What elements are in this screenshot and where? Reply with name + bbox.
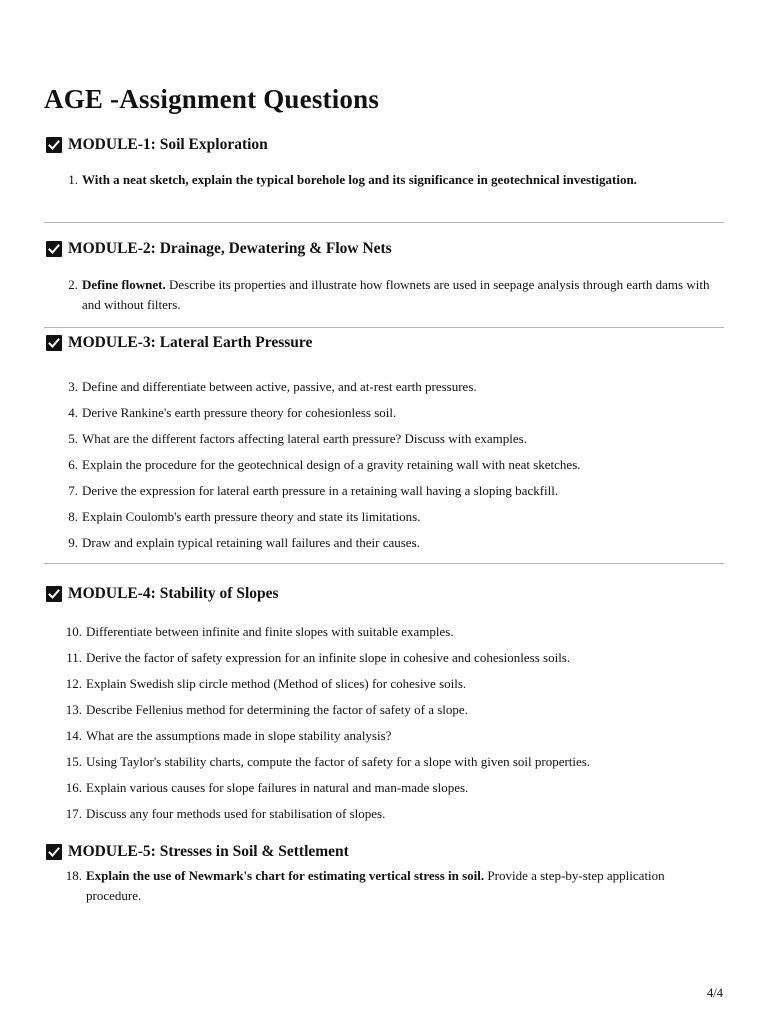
question-item [62,170,712,190]
question-text: What are the assumptions made in slope stability analysis? [86,728,392,743]
module-1-questions [62,170,712,190]
module-3-questions [62,374,712,556]
question-plain-text: Provide a step-by-step application procedure. [86,868,665,903]
question-number: 7. [68,483,78,498]
module-4-title: MODULE-4: Stability of Slopes [68,585,279,602]
question-text: Describe Fellenius method for determining the factor of safety of a slope. [86,702,468,717]
question-item [62,671,712,697]
question-item [62,723,712,749]
question-number: 17. [65,806,82,821]
question-item [62,452,712,478]
question-number: 14. [65,728,82,743]
checkbox-checked-icon [46,586,62,602]
question-number: 15. [65,754,82,769]
question-item [62,697,712,723]
question-number: 13. [65,702,82,717]
question-text: Explain the procedure for the geotechnical design of a gravity retaining wall with neat sketches. [82,457,581,472]
section-divider [44,222,724,223]
question-item [62,645,712,671]
question-text: Derive Rankine's earth pressure theory for cohesionless soil. [82,405,397,420]
question-number: 3. [68,379,78,394]
question-bold-text: Explain the use of Newmark's chart for estimating vertical stress in soil. [86,868,485,883]
question-item [62,530,712,556]
question-number: 1. [68,172,78,187]
question-bold-text: Define flownet. [82,277,166,292]
question-text: Explain Coulomb's earth pressure theory and state its limitations. [82,509,421,524]
section-divider [44,563,724,564]
question-item [62,504,712,530]
question-text: What are the different factors affecting lateral earth pressure? Discuss with examples. [82,431,527,446]
checkbox-checked-icon [46,137,62,153]
module-2-heading [46,240,392,258]
module-1-heading [46,136,268,154]
question-number: 18. [65,868,82,883]
module-3-title: MODULE-3: Lateral Earth Pressure [68,334,313,351]
question-number: 16. [65,780,82,795]
question-text: Using Taylor's stability charts, compute the factor of safety for a slope with given soil properties. [86,754,591,769]
question-text: Discuss any four methods used for stabilisation of slopes. [86,806,386,821]
question-text: Define and differentiate between active, passive, and at-rest earth pressures. [82,379,477,394]
checkbox-checked-icon [46,335,62,351]
module-3-heading [46,334,312,352]
question-item [62,866,712,905]
question-text [82,275,712,314]
question-text: Differentiate between infinite and finite slopes with suitable examples. [86,624,454,639]
checkbox-checked-icon [46,241,62,257]
question-bold-text: With a neat sketch, explain the typical borehole log and its significance in geotechnical investigation. [82,172,637,187]
question-item [62,374,712,400]
question-number: 9. [68,535,78,550]
question-number: 12. [65,676,82,691]
question-number: 2. [68,277,78,292]
question-item [62,426,712,452]
module-2-questions [62,275,712,314]
section-divider [44,327,724,328]
question-text: Derive the factor of safety expression for an infinite slope in cohesive and cohesionless soils. [86,650,571,665]
module-2-title: MODULE-2: Drainage, Dewatering & Flow Nets [68,240,392,257]
question-text [86,866,712,905]
question-item [62,400,712,426]
checkbox-checked-icon [46,844,62,860]
question-item [62,749,712,775]
module-4-questions [62,619,712,827]
question-plain-text: Describe its properties and illustrate how flownets are used in seepage analysis through earth dams with and without filters. [82,277,710,312]
question-text: Derive the expression for lateral earth pressure in a retaining wall having a sloping backfill. [82,483,559,498]
question-item [62,775,712,801]
question-text: Draw and explain typical retaining wall failures and their causes. [82,535,420,550]
question-text [82,170,712,190]
module-5-title: MODULE-5: Stresses in Soil & Settlement [68,843,349,860]
question-text: Explain various causes for slope failures in natural and man-made slopes. [86,780,469,795]
module-1-title: MODULE-1: Soil Exploration [68,136,268,153]
module-5-questions [62,866,712,905]
question-item [62,275,712,314]
question-item [62,619,712,645]
question-number: 5. [68,431,78,446]
page-title: AGE -Assignment Questions [44,84,380,114]
question-number: 8. [68,509,78,524]
page-number: 4/4 [707,986,723,1000]
question-number: 10. [65,624,82,639]
question-text: Explain Swedish slip circle method (Method of slices) for cohesive soils. [86,676,467,691]
module-4-heading [46,585,279,603]
module-5-heading [46,843,349,861]
question-item [62,478,712,504]
question-item [62,801,712,827]
question-number: 4. [68,405,78,420]
question-number: 11. [66,650,82,665]
question-number: 6. [68,457,78,472]
